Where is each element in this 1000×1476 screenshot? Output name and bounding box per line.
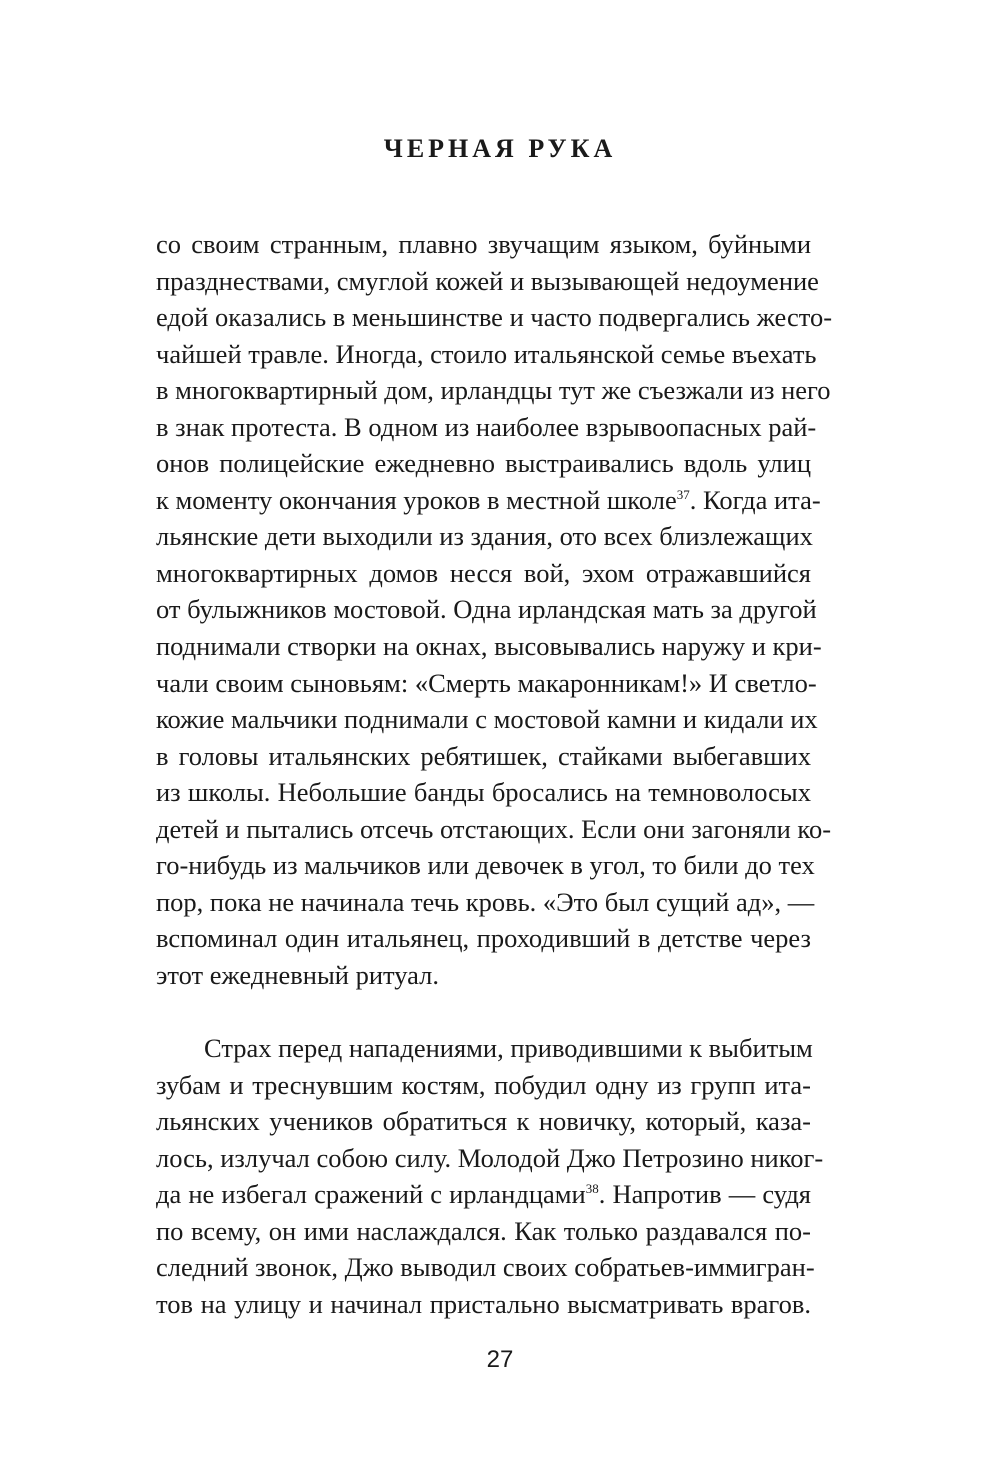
text-line: чайшей травле. Иногда, стоило итальянской семье въехать — [156, 338, 817, 369]
text-line — [156, 1176, 811, 1213]
text-line: из школы. Небольшие банды бросались на темноволосых — [156, 777, 811, 808]
page-number: 27 — [486, 1346, 514, 1373]
text-line: едой оказались в меньшинстве и часто подвергались жесто- — [156, 302, 833, 333]
text-line: многоквартирных домов несся вой, эхом отражавшийся — [156, 557, 811, 588]
text-line: в многоквартирный дом, ирландцы тут же съезжали из него — [156, 375, 831, 406]
text-line: тов на улицу и начинал пристально высматривать врагов. — [156, 1288, 811, 1319]
text-line: в знак протеста. В одном из наиболее взрывоопасных рай- — [156, 411, 817, 442]
paragraph-gap — [156, 993, 811, 1030]
text-line: кожие мальчики поднимали с мостовой камни и кидали их — [156, 704, 818, 735]
text-line: онов полицейские ежедневно выстраивались вдоль улиц — [156, 448, 811, 479]
body-text — [156, 226, 833, 1322]
text-line: этот ежедневный ритуал. — [156, 959, 439, 990]
paragraph-2 — [156, 1030, 824, 1322]
text-line: со своим странным, плавно звучащим языком, буйными — [156, 229, 811, 259]
text-line: го-нибудь из мальчиков или девочек в угол, то били до тех — [156, 850, 815, 881]
text-line: вспоминал один итальянец, проходивший в детстве через — [156, 923, 811, 954]
running-head: ЧЕРНАЯ РУКА — [383, 134, 617, 163]
text-segment: . Когда ита- — [689, 484, 821, 515]
text-line: от булыжников мостовой. Одна ирландская мать за другой — [156, 594, 817, 625]
text-line: следний звонок, Джо выводил своих собратьев-иммигран- — [156, 1252, 815, 1283]
footnote-marker-38[interactable]: 38 — [585, 1181, 599, 1197]
text-line: в головы итальянских ребятишек, стайками выбегавших — [156, 740, 811, 771]
text-line: льянские дети выходили из здания, ото всех близлежащих — [156, 521, 813, 552]
text-line: пор, пока не начинала течь кровь. «Это был сущий ад», — — [156, 886, 815, 917]
text-line: поднимали створки на окнах, высовывались наружу и кри- — [156, 631, 822, 662]
text-segment: да не избегал сражений с ирландцами — [156, 1179, 586, 1210]
text-line: Страх перед нападениями, приводившими к выбитым — [204, 1033, 813, 1064]
paragraph-1 — [156, 226, 833, 993]
text-line: чали своим сыновьям: «Смерть макаронникам!» И светло- — [156, 667, 817, 698]
text-line: по всему, он ими наслаждался. Как только раздавался по- — [156, 1215, 811, 1246]
footnote-marker-37[interactable]: 37 — [676, 487, 690, 502]
text-line: празднествами, смуглой кожей и вызывающей недоумение — [156, 265, 819, 296]
text-line — [156, 482, 821, 519]
text-line: льянских учеников обратиться к новичку, который, каза- — [156, 1106, 811, 1137]
text-segment: . Напротив — судя — [598, 1179, 811, 1210]
text-segment: к моменту окончания уроков в местной школе — [156, 484, 677, 515]
text-line: зубам и треснувшим костям, побудил одну из групп ита- — [156, 1069, 811, 1100]
text-line: детей и пытались отсечь отстающих. Если они загоняли ко- — [156, 813, 832, 844]
text-line: лось, излучал собою силу. Молодой Джо Петрозино никог- — [156, 1142, 824, 1173]
